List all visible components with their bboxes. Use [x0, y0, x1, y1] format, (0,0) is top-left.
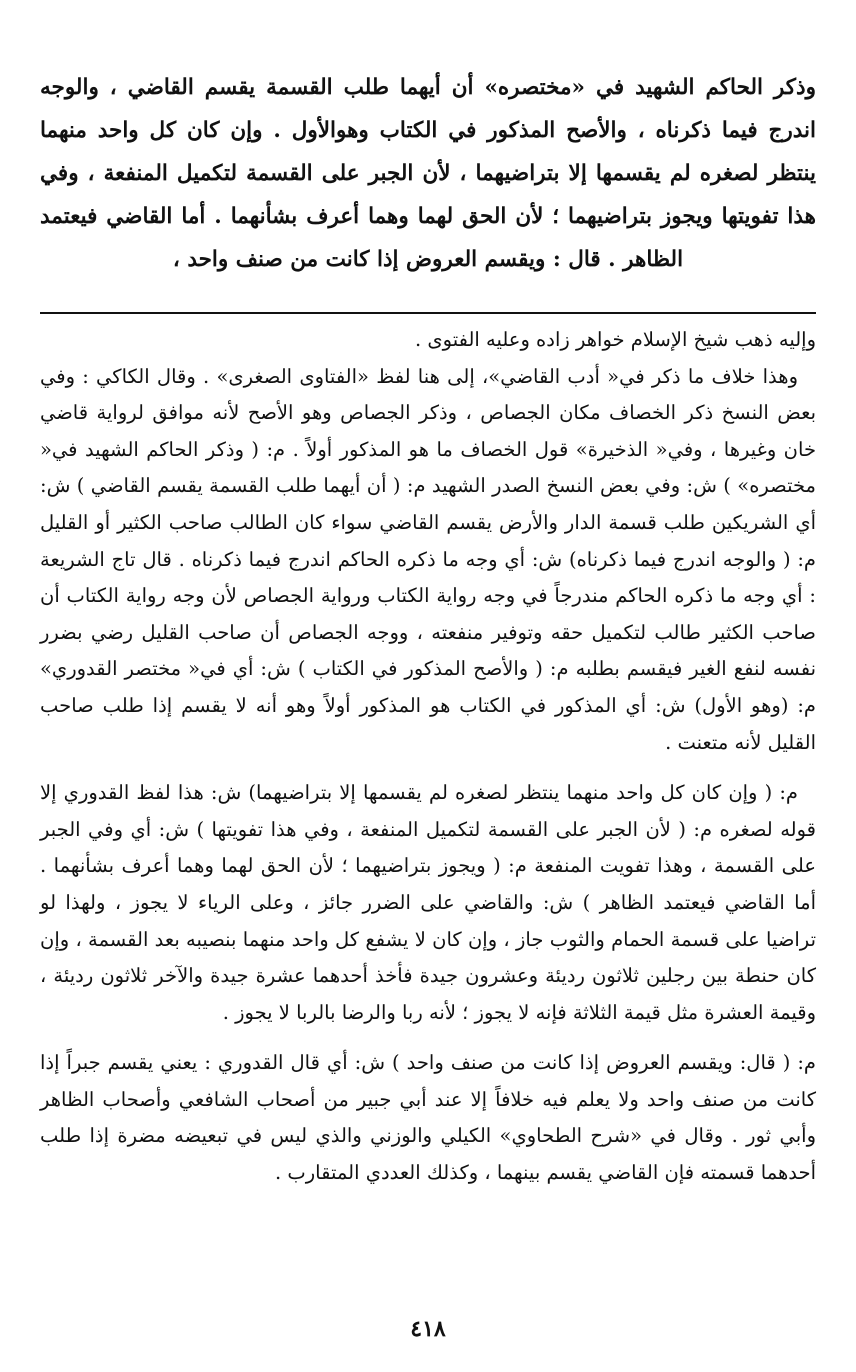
- commentary-block: [40, 322, 816, 1192]
- main-paragraph: وذكر الحاكم الشهيد في «مختصره» أن أيهما طلب القسمة يقسم القاضي ، والوجه اندرج فيما ذكرناه ، والأصح المذكور في الكتاب وهوالأول . وإن كان كل واحد منهما ينتظر لصغره لم يقسمها إلا بتراضيهما ، لأن الجبر على القسمة لتكميل المنفعة ، وفي هذا تفويتها ويجوز بتراضيهما ؛ لأن الحق لهما وهما أعرف بشأنهما . أما القاضي فيعتمد الظاهر . قال : ويقسم العروض إذا كانت من صنف واحد ،: [40, 75, 816, 272]
- commentary-paragraph-3: م: ( وإن كان كل واحد منهما ينتظر لصغره لم يقسمها إلا بتراضيهما) ش: هذا لفظ القدوري إلا قوله لصغره م: ( لأن الجبر على القسمة لتكميل المنفعة ، وفي هذا تفويتها ) ش: أي وفي الجبر على القسمة ، وهذا تفويت المنفعة م: ( ويجوز بتراضيهما ؛ لأن الحق لهما وهما أعرف بشأنهما . أما القاضي فيعتمد الظاهر ) ش: والقاضي على الضرر جائز ، وعلى الرياء لا يجوز ، ولهذا لو تراضيا على قسمة الحمام والثوب جاز ، وإن كان لا يشفع كل واحد منهما بنصيبه بعد القسمة ، وإن كان حنطة بين رجلين ثلاثون رديئة وعشرون جيدة فأخذ أحدهما عشرة جيدة والآخر ثلاثون رديئة ، وقيمة العشرة مثل قيمة الثلاثة فإنه لا يجوز ؛ لأنه ربا والرضا بالربا لا يجوز .: [40, 781, 816, 1024]
- commentary-paragraph-4: م: ( قال: ويقسم العروض إذا كانت من صنف واحد ) ش: أي قال القدوري : يعني يقسم جبراً إذا كانت من صنف واحد ولا يعلم فيه خلافاً إلا عند أبي جبير من أصحاب الشافعي وأصحاب الظاهر وأبي ثور . وقال في «شرح الطحاوي» الكيلي والوزني والذي ليس في تبعيضه مضرة إذا طلب أحدهما قسمته فإن القاضي يقسم بينهما ، وكذلك العددي المتقارب .: [40, 1051, 816, 1185]
- commentary-paragraph-1: وإليه ذهب شيخ الإسلام خواهر زاده وعليه الفتوى .: [414, 328, 816, 351]
- footnote-divider: [40, 312, 816, 314]
- commentary-paragraph-2: وهذا خلاف ما ذكر في« أدب القاضي»، إلى هنا لفظ «الفتاوى الصغرى» . وقال الكاكي : وفي بعض النسخ ذكر الخصاف مكان الجصاص ، وذكر الجصاص وهو الأصح لأنه موافق لرواية قاضي خان وغيرها ، وفي« الذخيرة» قول الخصاف ما هو المذكور أولاً . م: ( وذكر الحاكم الشهيد في« مختصره» ) ش: وفي بعض النسخ الصدر الشهيد م: ( أن أيهما طلب القسمة يقسم القاضي ) ش: أي الشريكين طلب قسمة الدار والأرض يقسم القاضي سواء كان الطالب صاحب الكثير أو القليل م: ( والوجه اندرج فيما ذكرناه) ش: أي وجه ما ذكره الحاكم اندرج فيما ذكرناه . قال تاج الشريعة : أي وجه ما ذكره الحاكم مندرجاً في وجه رواية الكتاب ورواية الجصاص لأن وجه رواية الكتاب أن صاحب الكثير طالب لتكميل حقه وتوفير منفعته ، ووجه الجصاص أن صاحب القليل رضي بضرر نفسه لنفع الغير فيقسم بطلبه م: ( والأصح المذكور في الكتاب ) ش: أي في« مختصر القدوري» م: (وهو الأول) ش: أي المذكور في الكتاب هو المذكور أولاً وهو أنه لا يقسم إذا طلب صاحب القليل لأنه متعنت .: [40, 364, 816, 754]
- page-number: ٤١٨: [410, 1316, 446, 1342]
- main-text-block: [40, 66, 816, 281]
